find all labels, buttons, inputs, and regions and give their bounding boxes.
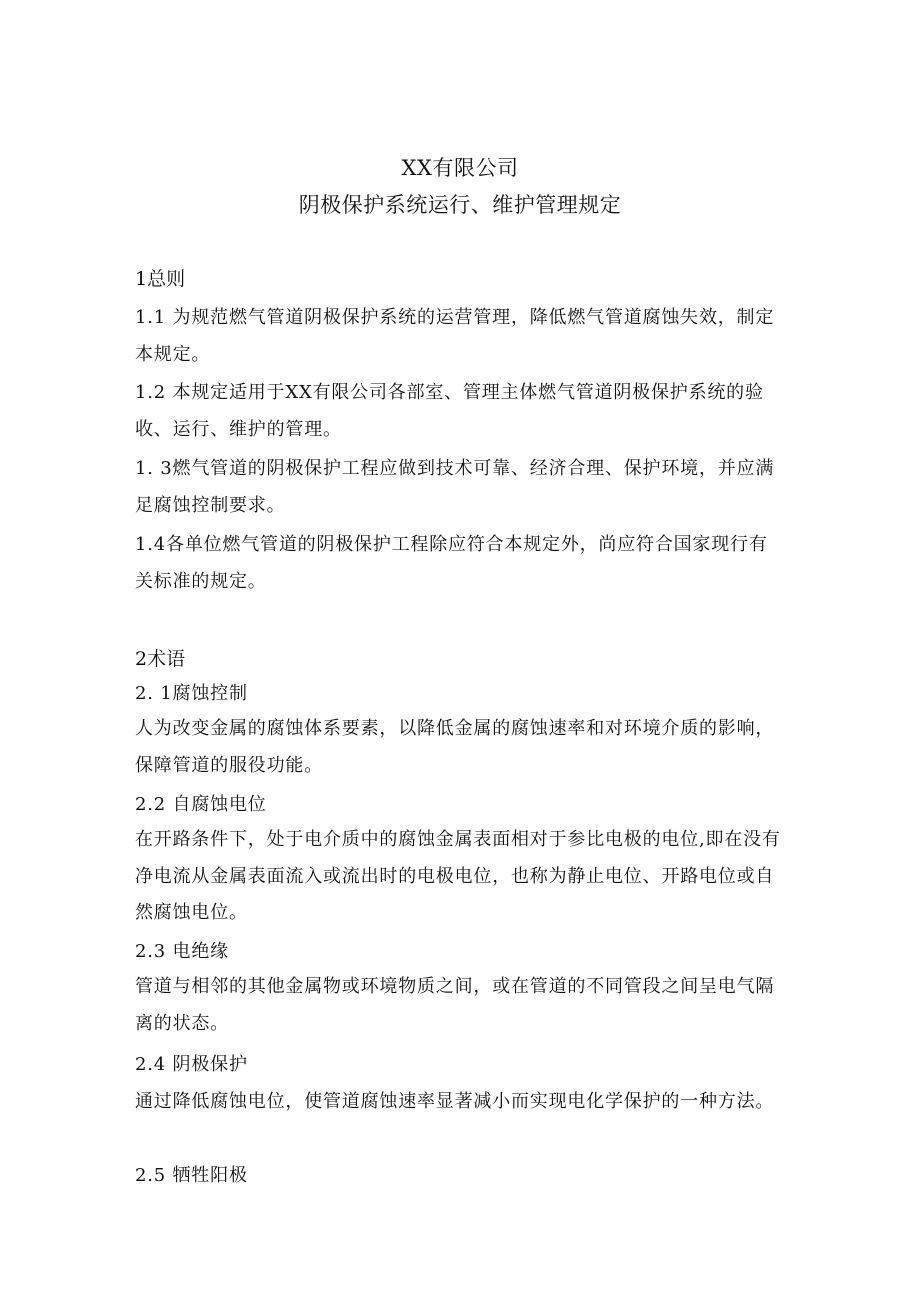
term-label-corrosion-control: 2. 1腐蚀控制: [135, 683, 248, 704]
term-label-sacrificial-anode: 2.5 牺牲阳极: [135, 1165, 248, 1186]
term-label-electrical-isolation: 2.3 电绝缘: [135, 941, 229, 962]
document-title: 阴极保护系统运行、维护管理规定: [298, 193, 622, 217]
term-definition-cathodic-protection: 通过降低腐蚀电位，使管道腐蚀速率显著减小而实现电化学保护的一种方法。: [135, 1091, 775, 1112]
section-heading-terms: 2术语: [135, 648, 186, 670]
term-definition-electrical-isolation: 管道与相邻的其他金属物或环境物质之间，或在管道的不同管段之间呈电气隔离的状态。: [135, 976, 775, 1034]
clause-1-2: 1.2 本规定适用于XX有限公司各部室、管理主体燃气管道阴极保护系统的验收、运行、维护的管理。: [135, 382, 764, 440]
clause-1-1: 1.1 为规范燃气管道阴极保护系统的运营管理，降低燃气管道腐蚀失效，制定本规定。: [135, 307, 775, 365]
term-definition-corrosion-control: 人为改变金属的腐蚀体系要素，以降低金属的腐蚀速率和对环境介质的影响，保障管道的服役功能。: [135, 718, 775, 776]
clause-1-4: 1.4各单位燃气管道的阴极保护工程除应符合本规定外，尚应符合国家现行有关标准的规定。: [135, 534, 768, 592]
term-label-cathodic-protection: 2.4 阴极保护: [135, 1054, 248, 1075]
company-title: XX有限公司: [401, 156, 519, 180]
section-heading-general: 1总则: [135, 268, 186, 290]
term-label-corrosion-potential: 2.2 自腐蚀电位: [135, 794, 267, 815]
clause-1-3: 1. 3燃气管道的阴极保护工程应做到技术可靠、经济合理、保护环境，并应满足腐蚀控制要求。: [135, 458, 775, 516]
term-definition-corrosion-potential: 在开路条件下，处于电介质中的腐蚀金属表面相对于参比电极的电位,即在没有净电流从金属表面流入或流出时的电极电位，也称为静止电位、开路电位或自然腐蚀电位。: [135, 829, 781, 923]
